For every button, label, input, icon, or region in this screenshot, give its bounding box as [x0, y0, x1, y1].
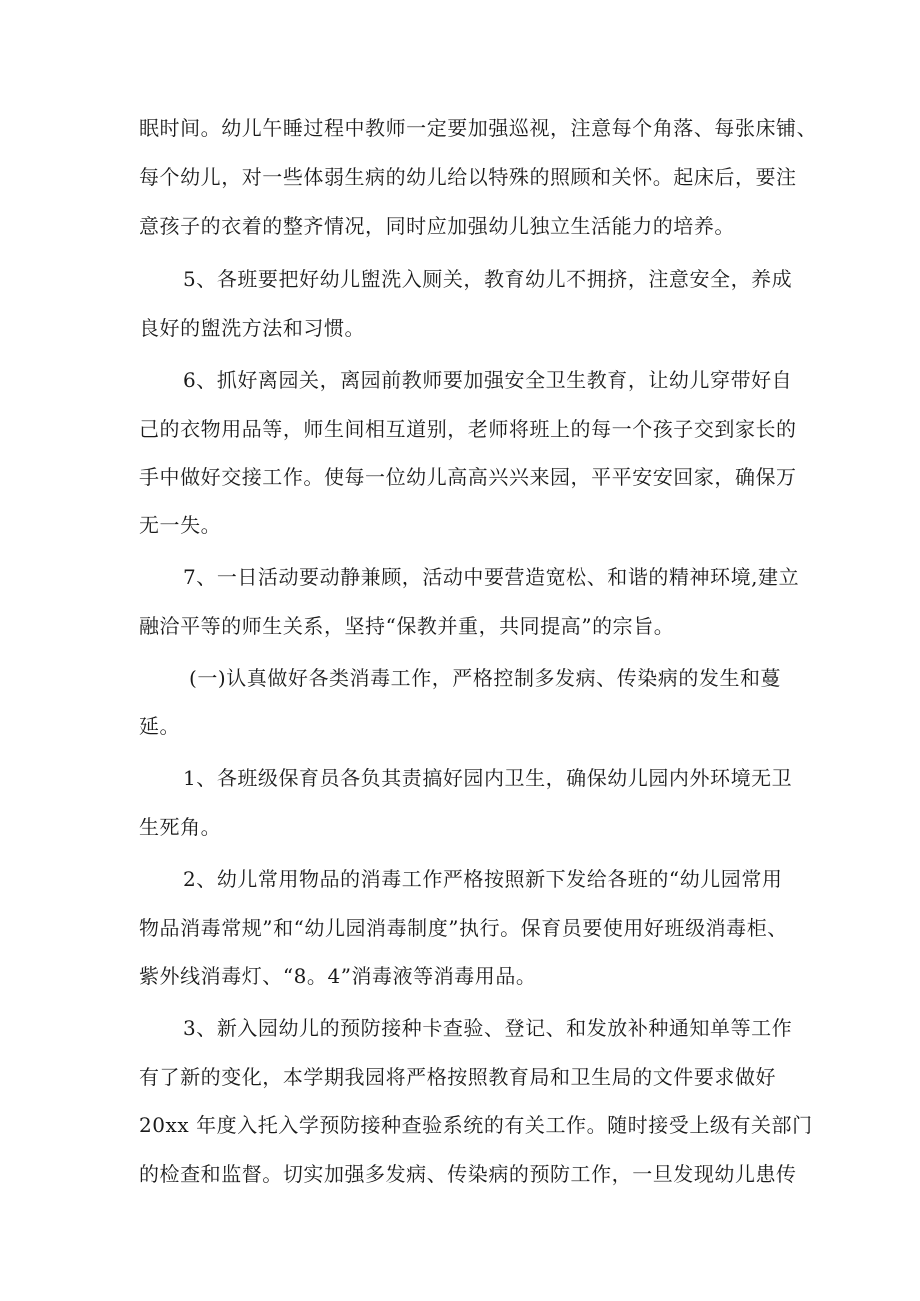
text-line: 每个幼儿，对一些体弱生病的幼儿给以特殊的照顾和关怀。起床后，要注	[139, 165, 797, 189]
text-line: 延。	[139, 714, 181, 738]
text-line: 物品消毒常规”和“幼儿园消毒制度”执行。保育员要使用好班级消毒柜、	[139, 916, 788, 940]
paragraph-2-start: 2、幼儿常用物品的消毒工作严格按照新下发给各班的“幼儿园常用	[183, 867, 783, 891]
text-line: 眠时间。幼儿午睡过程中教师一定要加强巡视，注意每个角落、每张床铺、	[139, 116, 818, 140]
paragraph-7-start: 7、一日活动要动静兼顾，活动中要营造宽松、和谐的精神环境,建立	[183, 565, 800, 589]
paragraph-3-start: 3、新入园幼儿的预防接种卡查验、登记、和发放补种通知单等工作	[183, 1016, 793, 1040]
text-line: 生死角。	[139, 815, 222, 839]
text-line: 融洽平等的师生关系，坚持“保教并重，共同提高”的宗旨。	[139, 614, 675, 638]
text-line: 的检查和监督。切实加强多发病、传染病的预防工作，一旦发现幼儿患传	[139, 1162, 797, 1186]
text-line: 有了新的变化，本学期我园将严格按照教育局和卫生局的文件要求做好	[139, 1065, 777, 1089]
text-line: 无一失。	[139, 513, 222, 537]
text-line: 20xx 年度入托入学预防接种查验系统的有关工作。随时接受上级有关部门	[139, 1113, 813, 1137]
paragraph-5-start: 5、各班要把好幼儿盥洗入厕关，教育幼儿不拥挤，注意安全，养成	[183, 267, 793, 291]
text-line: 意孩子的衣着的整齐情况，同时应加强幼儿独立生活能力的培养。	[139, 214, 735, 238]
text-line: 紫外线消毒灯、“8。4”消毒液等消毒用品。	[139, 964, 537, 988]
section-heading: (一)认真做好各类消毒工作，严格控制多发病、传染病的发生和蔓	[189, 666, 782, 690]
text-line: 良好的盥洗方法和习惯。	[139, 316, 366, 340]
paragraph-6-start: 6、抓好离园关，离园前教师要加强安全卫生教育，让幼儿穿带好自	[183, 368, 793, 392]
text-line: 手中做好交接工作。使每一位幼儿高高兴兴来园，平平安安回家，确保万	[139, 465, 797, 489]
text-line: 己的衣物用品等，师生间相互道别，老师将班上的每一个孩子交到家长的	[139, 417, 797, 441]
paragraph-1-start: 1、各班级保育员各负其责搞好园内卫生，确保幼儿园内外环境无卫	[183, 766, 793, 790]
